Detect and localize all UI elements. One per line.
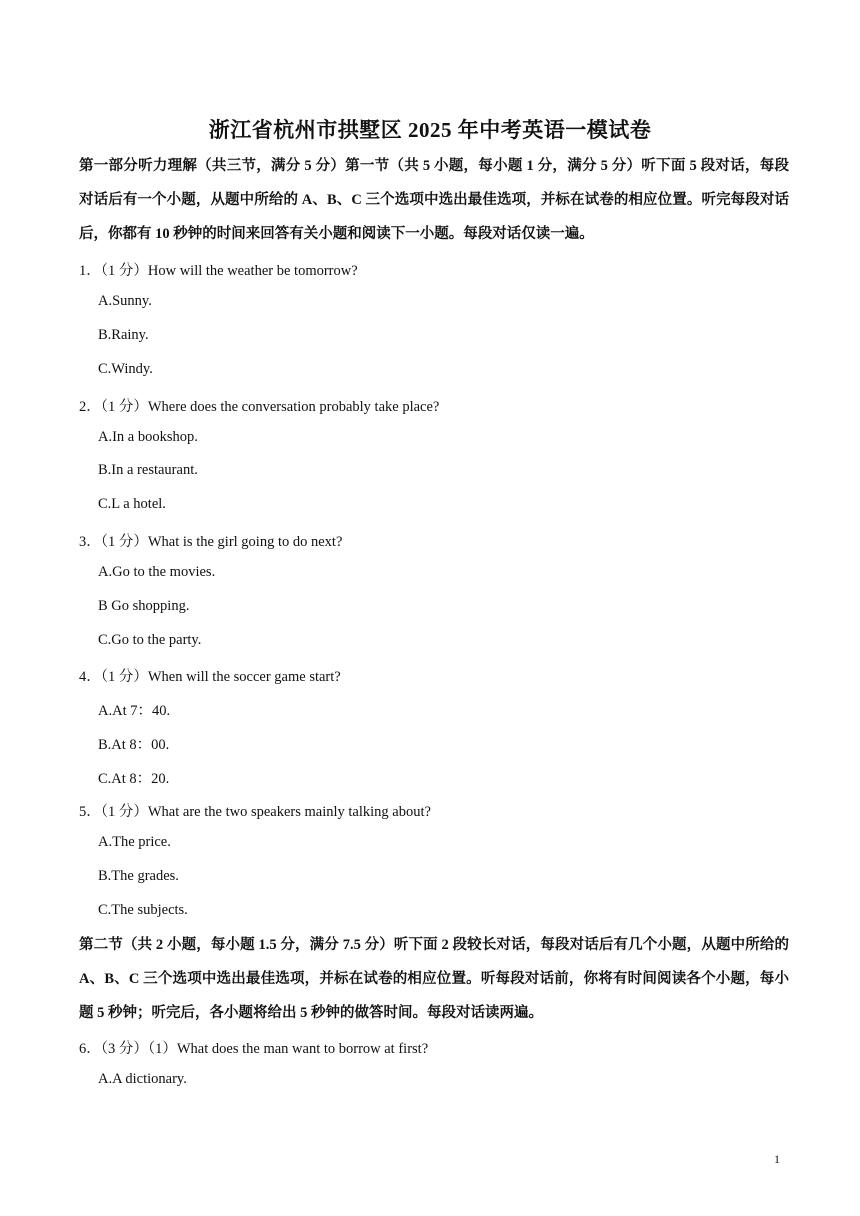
question-1-stem: 1．（1 分）How will the weather be tomorrow? (79, 263, 358, 279)
page-number: 1 (774, 1152, 780, 1166)
question-2-stem: 2．（1 分）Where does the conversation probably take place? (79, 399, 440, 415)
question-6-stem: 6．（3 分）（1）What does the man want to borrow at first? (79, 1041, 429, 1057)
question-3-option-a: A.Go to the movies. (98, 564, 216, 580)
question-3-option-c: C.Go to the party. (98, 632, 202, 648)
question-2-option-a: A.In a bookshop. (98, 429, 198, 445)
question-6-option-a: A.A dictionary. (98, 1071, 187, 1087)
part1-instructions: 第一部分听力理解（共三节，满分 5 分）第一节（共 5 小题，每小题 1 分，满分 5 分）听下面 5 段对话，每段对话后有一个小题，从题中所给的 A、B、C 三个选项中选出最佳选项，并标在试卷的相应位置。听完每段对话后，你都有 10 秒钟的时间来回答有关小题和阅读下一小题。每段对话仅读一遍。 (79, 158, 789, 242)
question-5-option-a: A.The price. (98, 834, 171, 850)
question-5-stem: 5．（1 分）What are the two speakers mainly talking about? (79, 804, 431, 820)
question-5-option-b: B.The grades. (98, 868, 179, 884)
question-4-option-b: B.At 8：00. (98, 737, 170, 753)
question-4-option-a: A.At 7：40. (98, 703, 171, 719)
exam-title: 浙江省杭州市拱墅区 2025 年中考英语一模试卷 (208, 118, 652, 142)
question-4-option-c: C.At 8：20. (98, 771, 170, 787)
part2-instructions: 第二节（共 2 小题，每小题 1.5 分，满分 7.5 分）听下面 2 段较长对话，每段对话后有几个小题，从题中所给的 A、B、C 三个选项中选出最佳选项，并标在试卷的相应位置。听每段对话前，你将有时间阅读各个小题，每小题 5 秒钟；听完后，各小题将给出 5 秒钟的做答时间。每段对话读两遍。 (79, 937, 789, 1021)
question-1-option-b: B.Rainy. (98, 327, 149, 343)
question-3-option-b: B Go shopping. (98, 598, 190, 614)
question-4-stem: 4．（1 分）When will the soccer game start? (79, 669, 341, 685)
question-1-option-c: C.Windy. (98, 361, 153, 377)
question-1-option-a: A.Sunny. (98, 293, 152, 309)
question-2-option-c: C.L a hotel. (98, 496, 166, 512)
question-3-stem: 3．（1 分）What is the girl going to do next? (79, 534, 343, 550)
question-5-option-c: C.The subjects. (98, 902, 188, 918)
question-2-option-b: B.In a restaurant. (98, 462, 198, 478)
